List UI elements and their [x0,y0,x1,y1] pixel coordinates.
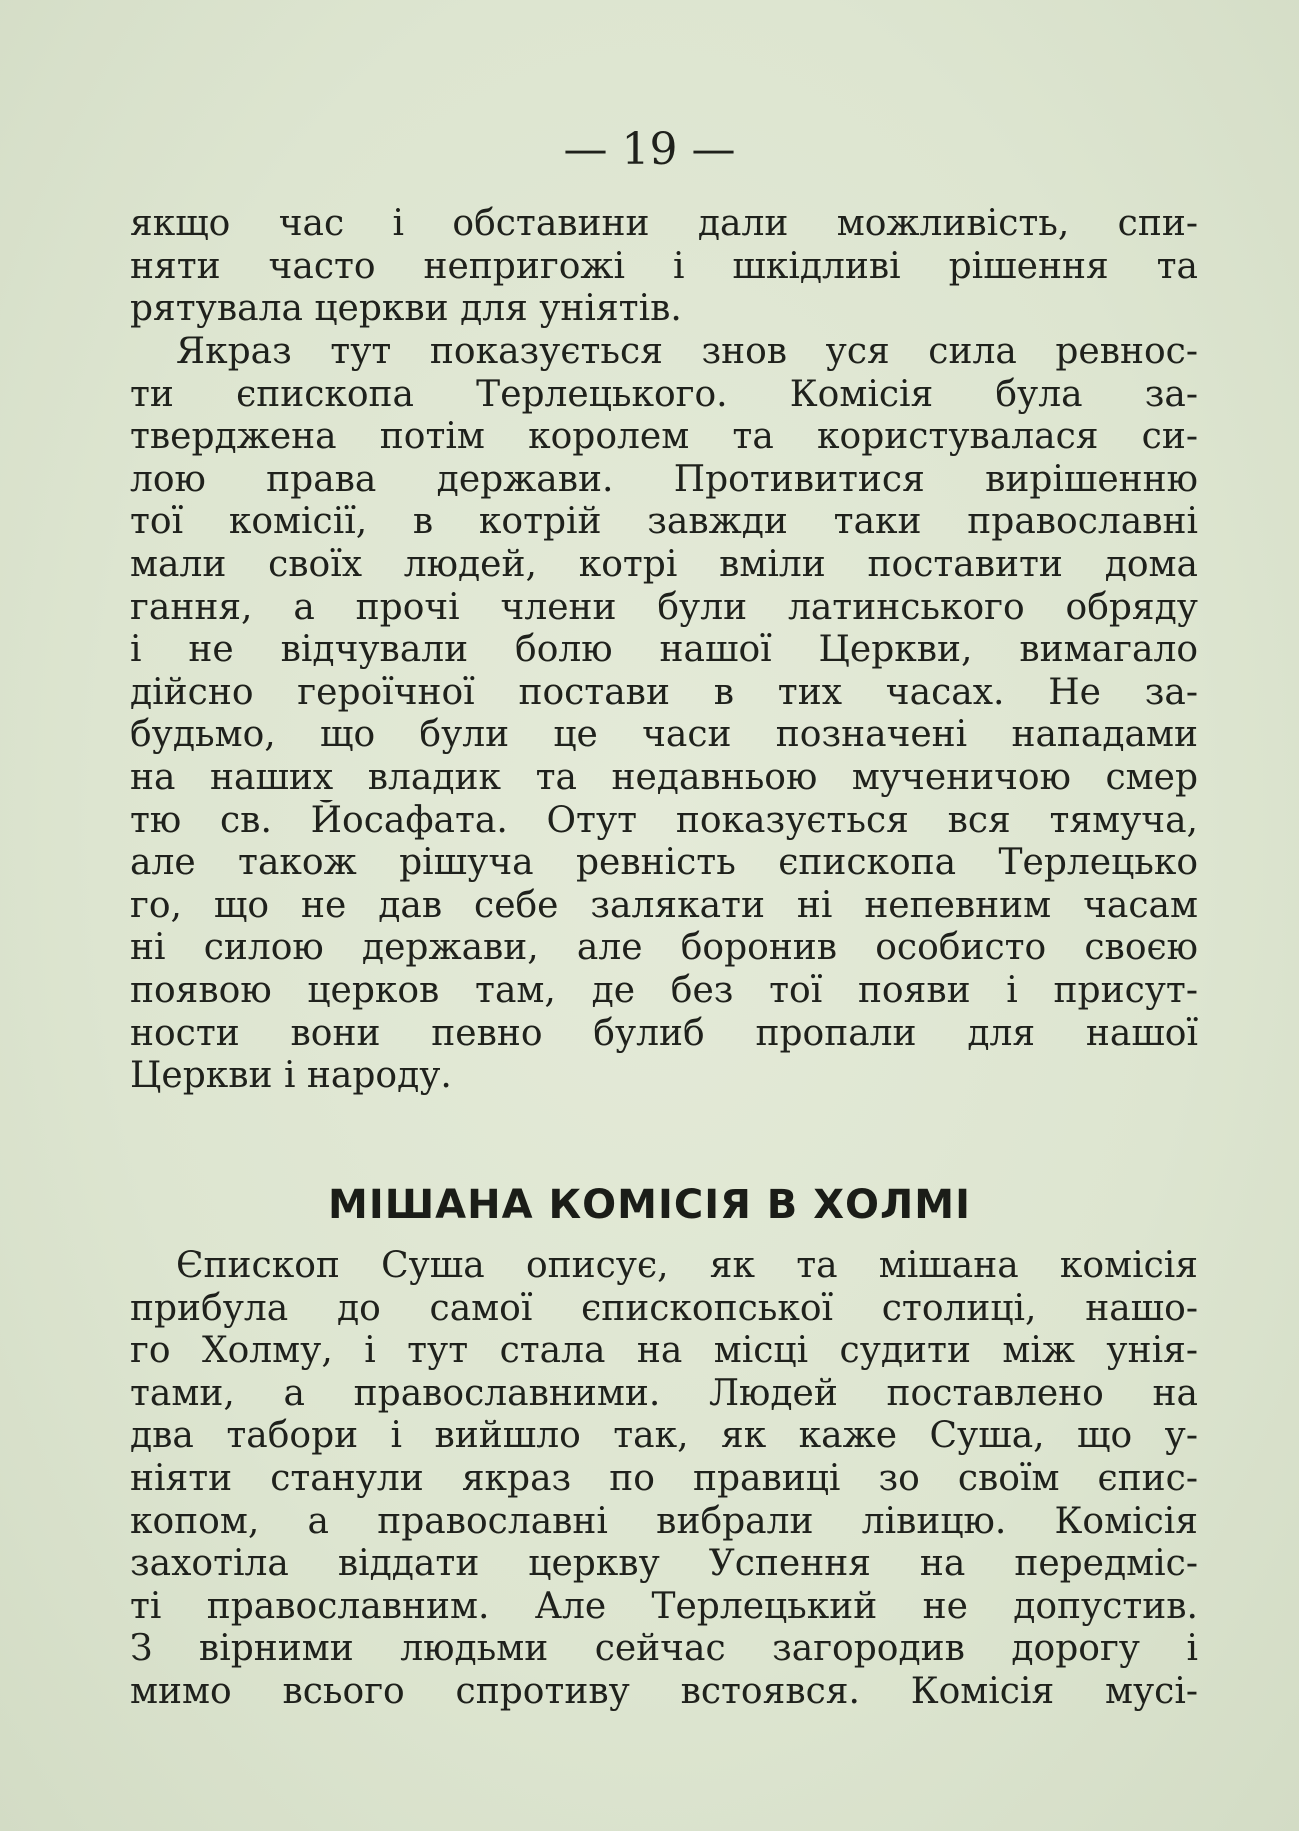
text-line: дійсно героїчної постави в тих часах. Не за- [130,671,1198,713]
text-line: Якраз тут показується знов уся сила ревнос- [176,331,1198,372]
text-line: ні силою держави, але боронив особисто своєю [130,927,1198,969]
text-line: будьмо, що були це часи позначені нападами [130,714,1198,756]
text-line: але також рішуча ревність єпископа Терлецько [130,842,1198,884]
text-line: няти часто непригожі і шкідливі рішення та [130,245,1198,287]
text-line: лою права держави. Противитися вирішенню [130,458,1198,500]
text-line: мимо всього спротиву встоявся. Комісія мусі- [130,1670,1198,1712]
section-heading: МІШАНА КОМІСІЯ В ХОЛМІ [328,1182,971,1229]
text-line: прибула до самої єпископської столиці, нашо- [130,1287,1198,1329]
paragraph-continuation [130,203,1198,331]
paragraph-terletsky-zeal [130,331,1198,1098]
text-line: копом, а православні вибрали лівицю. Комісія [130,1500,1198,1542]
text-line: появою церков там, де без тої появи і присут- [130,969,1198,1011]
text-line: З вірними людьми сейчас загородив дорогу і [130,1628,1198,1670]
paragraph-kholm-commission [130,1245,1198,1714]
text-line: мали своїх людей, котрі вміли поставити дома [130,543,1198,585]
text-line: тю св. Йосафата. Отут показується вся тямуча, [130,799,1198,841]
text-line: тої комісії, в котрій завжди таки православні [130,501,1198,543]
text-line: рятувала церкви для уніятів. [130,288,682,330]
text-line: ности вони певно булиб пропали для нашої [130,1012,1198,1054]
text-line: захотіла віддати церкву Успення на передміс- [130,1543,1198,1585]
text-line: ті православним. Але Терлецький не допустив. [130,1585,1198,1627]
text-line: го Холму, і тут стала на місці судити між унія- [130,1330,1198,1372]
text-line: тами, а православними. Людей поставлено на [130,1372,1198,1414]
text-line: ти єпископа Терлецького. Комісія була за- [130,373,1198,415]
text-line: на наших владик та недавньою мученичою смер [130,756,1198,798]
text-line: Єпископ Суша описує, як та мішана комісія [176,1245,1198,1286]
page-number: — 19 — [563,124,736,175]
text-line: Церкви і народу. [130,1055,452,1097]
text-line: і не відчували болю нашої Церкви, вимагало [130,629,1198,671]
text-line: ніяти станули якраз по правиці зо своїм єпис- [130,1457,1198,1499]
text-line: го, що не дав себе залякати ні непевним часам [130,884,1198,926]
text-line: гання, а прочі члени були латинського обряду [130,586,1198,628]
text-line: якщо час і обставини дали можливість, спи- [130,203,1198,244]
text-line: тверджена потім королем та користувалася си- [130,416,1198,458]
text-line: два табори і вийшло так, як каже Суша, що у- [130,1415,1198,1457]
